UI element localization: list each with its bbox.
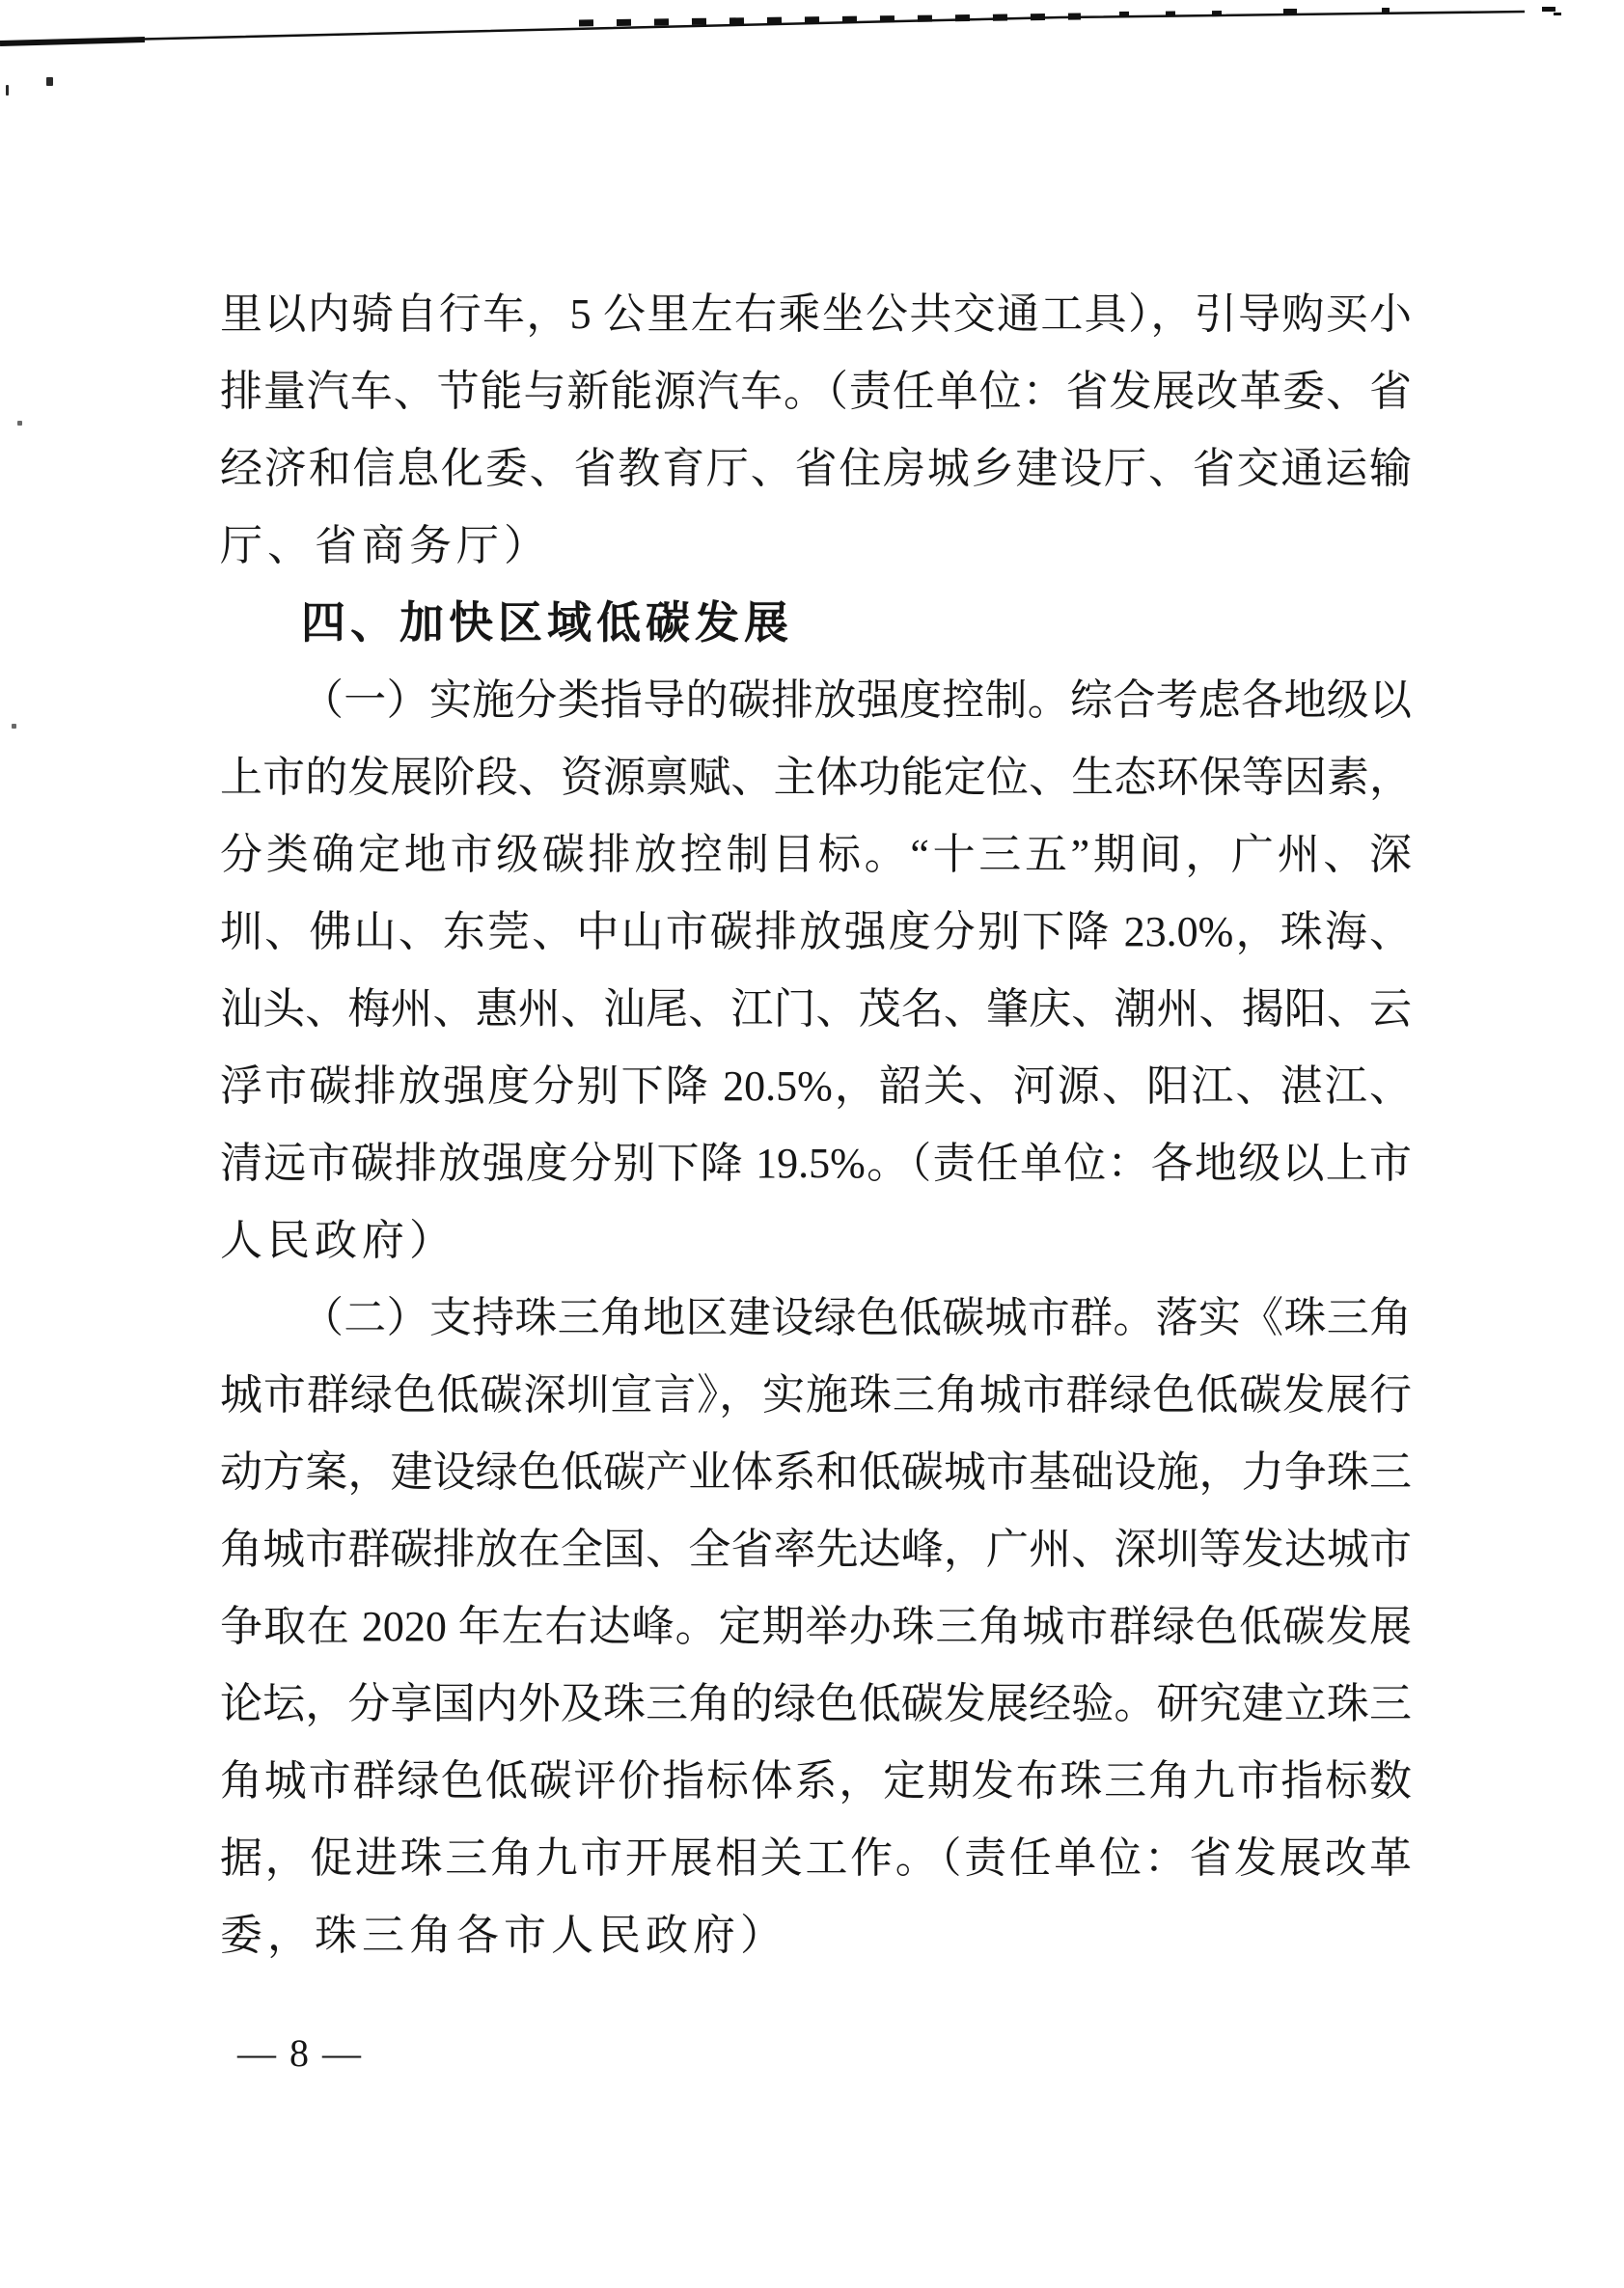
section-heading: 四、加快区域低碳发展 <box>301 598 793 648</box>
margin-speck <box>17 421 22 426</box>
text-line: 厅、省商务厅） <box>220 522 551 569</box>
text-line: 城市群绿色低碳深圳宣言》，实施珠三角城市群绿色低碳发展行 <box>220 1371 1412 1419</box>
text-line: 论坛，分享国内外及珠三角的绿色低碳发展经验。研究建立珠三 <box>220 1680 1412 1727</box>
text-line: 上市的发展阶段、资源禀赋、主体功能定位、生态环保等因素， <box>220 754 1412 801</box>
margin-speck <box>12 724 16 729</box>
text-line: 浮市碳排放强度分别下降 20.5%，韶关、河源、阳江、湛江、 <box>220 1062 1412 1110</box>
margin-speck <box>46 77 53 86</box>
text-line: 里以内骑自行车，5 公里左右乘坐公共交通工具），引导购买小 <box>220 290 1412 338</box>
text-line: 排量汽车、节能与新能源汽车。（责任单位：省发展改革委、省 <box>220 368 1412 415</box>
text-line: 角城市群碳排放在全国、全省率先达峰，广州、深圳等发达城市 <box>220 1526 1412 1573</box>
text-line: 动方案，建设绿色低碳产业体系和低碳城市基础设施，力争珠三 <box>220 1448 1412 1496</box>
text-line: 人民政府） <box>220 1217 456 1264</box>
text-line: 据，促进珠三角九市开展相关工作。（责任单位：省发展改革 <box>220 1834 1412 1882</box>
text-line: 清远市碳排放强度分别下降 19.5%。（责任单位：各地级以上市 <box>220 1140 1412 1187</box>
text-line: （二）支持珠三角地区建设绿色低碳城市群。落实《珠三角 <box>301 1294 1412 1341</box>
scan-edge-artifact <box>0 0 1624 116</box>
text-line: 汕头、梅州、惠州、汕尾、江门、茂名、肇庆、潮州、揭阳、云 <box>220 985 1412 1033</box>
text-line: 角城市群绿色低碳评价指标体系，定期发布珠三角九市指标数 <box>220 1757 1412 1805</box>
text-line: 委，珠三角各市人民政府） <box>220 1912 787 1959</box>
page-number: — 8 — <box>237 2031 363 2075</box>
margin-speck <box>6 85 9 96</box>
text-line: 圳、佛山、东莞、中山市碳排放强度分别下降 23.0%，珠海、 <box>220 908 1412 955</box>
text-line: 经济和信息化委、省教育厅、省住房城乡建设厅、省交通运输 <box>220 445 1412 492</box>
text-line: （一）实施分类指导的碳排放强度控制。综合考虑各地级以 <box>301 676 1412 724</box>
text-line: 争取在 2020 年左右达峰。定期举办珠三角城市群绿色低碳发展 <box>220 1603 1412 1650</box>
body-text <box>220 276 1412 1974</box>
text-line: 分类确定地市级碳排放控制目标。“十三五”期间，广州、深 <box>220 831 1412 878</box>
